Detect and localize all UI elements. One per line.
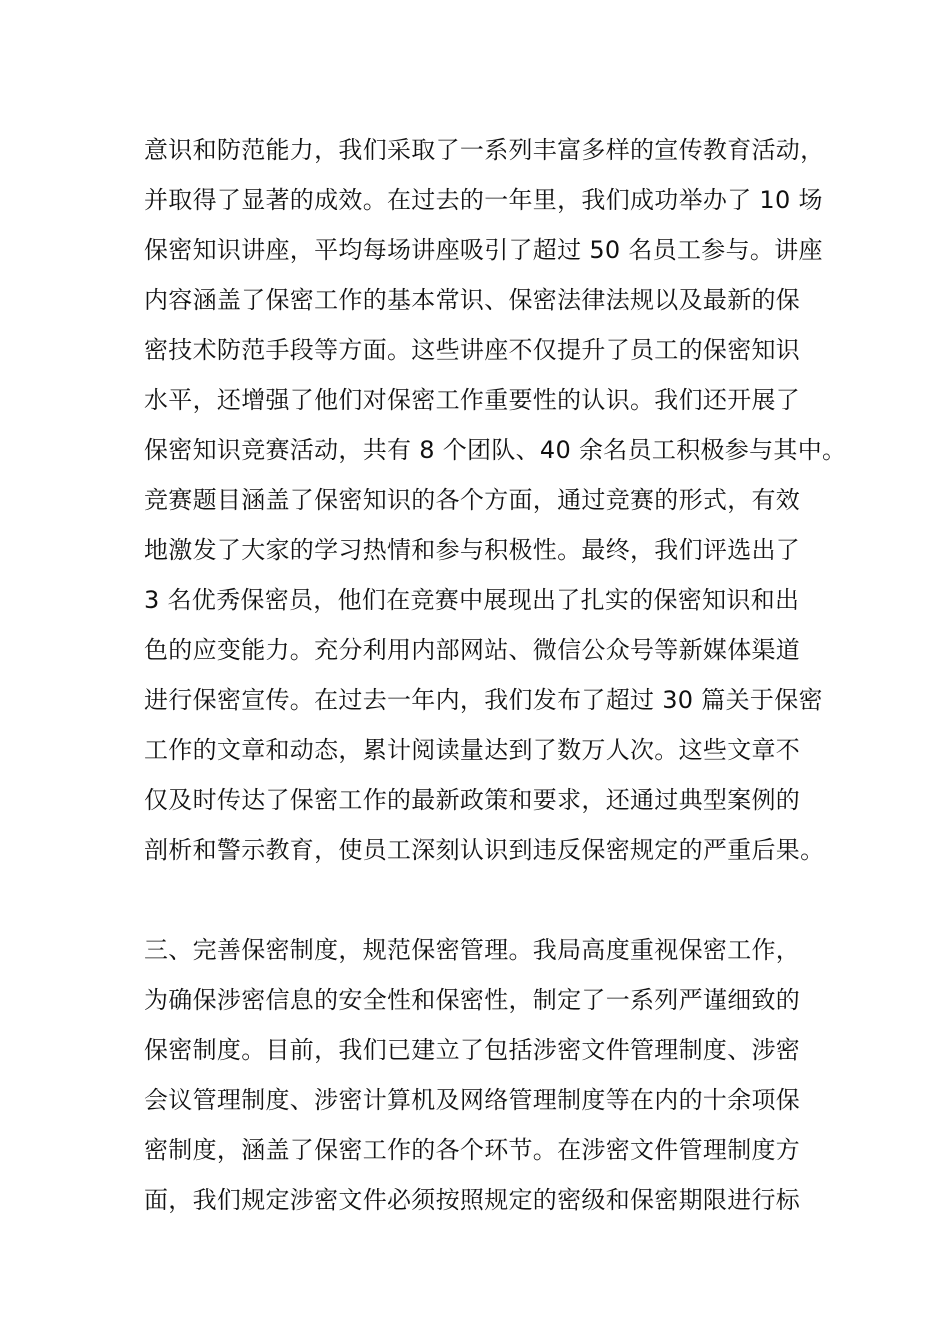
text-line: 保密知识竞赛活动，共有 8 个团队、40 余名员工积极参与其中。 [144, 436, 847, 464]
text-line: 仅及时传达了保密工作的最新政策和要求，还通过典型案例的 [144, 786, 801, 814]
text-line: 为确保涉密信息的安全性和保密性，制定了一系列严谨细致的 [144, 986, 801, 1014]
text-line: 工作的文章和动态，累计阅读量达到了数万人次。这些文章不 [144, 736, 801, 764]
text-line: 剖析和警示教育，使员工深刻认识到违反保密规定的严重后果。 [144, 836, 825, 864]
text-line: 面，我们规定涉密文件必须按照规定的密级和保密期限进行标 [144, 1186, 801, 1214]
text-line: 会议管理制度、涉密计算机及网络管理制度等在内的十余项保 [144, 1086, 801, 1114]
text-line: 色的应变能力。充分利用内部网站、微信公众号等新媒体渠道 [144, 636, 801, 664]
text-line: 地激发了大家的学习热情和参与积极性。最终，我们评选出了 [144, 536, 801, 564]
text-line: 密技术防范手段等方面。这些讲座不仅提升了员工的保密知识 [144, 336, 801, 364]
text-line: 水平，还增强了他们对保密工作重要性的认识。我们还开展了 [144, 386, 801, 414]
text-line: 三、完善保密制度，规范保密管理。我局高度重视保密工作， [144, 936, 801, 964]
text-line: 竞赛题目涵盖了保密知识的各个方面，通过竞赛的形式，有效 [144, 486, 801, 514]
text-line: 保密知识讲座，平均每场讲座吸引了超过 50 名员工参与。讲座 [144, 236, 823, 264]
text-line: 内容涵盖了保密工作的基本常识、保密法律法规以及最新的保 [144, 286, 801, 314]
text-line: 意识和防范能力，我们采取了一系列丰富多样的宣传教育活动， [144, 136, 825, 164]
text-line: 进行保密宣传。在过去一年内，我们发布了超过 30 篇关于保密 [144, 686, 823, 714]
text-line: 密制度，涵盖了保密工作的各个环节。在涉密文件管理制度方 [144, 1136, 801, 1164]
text-line: 3 名优秀保密员，他们在竞赛中展现出了扎实的保密知识和出 [144, 586, 800, 614]
text-line: 并取得了显著的成效。在过去的一年里，我们成功举办了 10 场 [144, 186, 823, 214]
text-line: 保密制度。目前，我们已建立了包括涉密文件管理制度、涉密 [144, 1036, 801, 1064]
